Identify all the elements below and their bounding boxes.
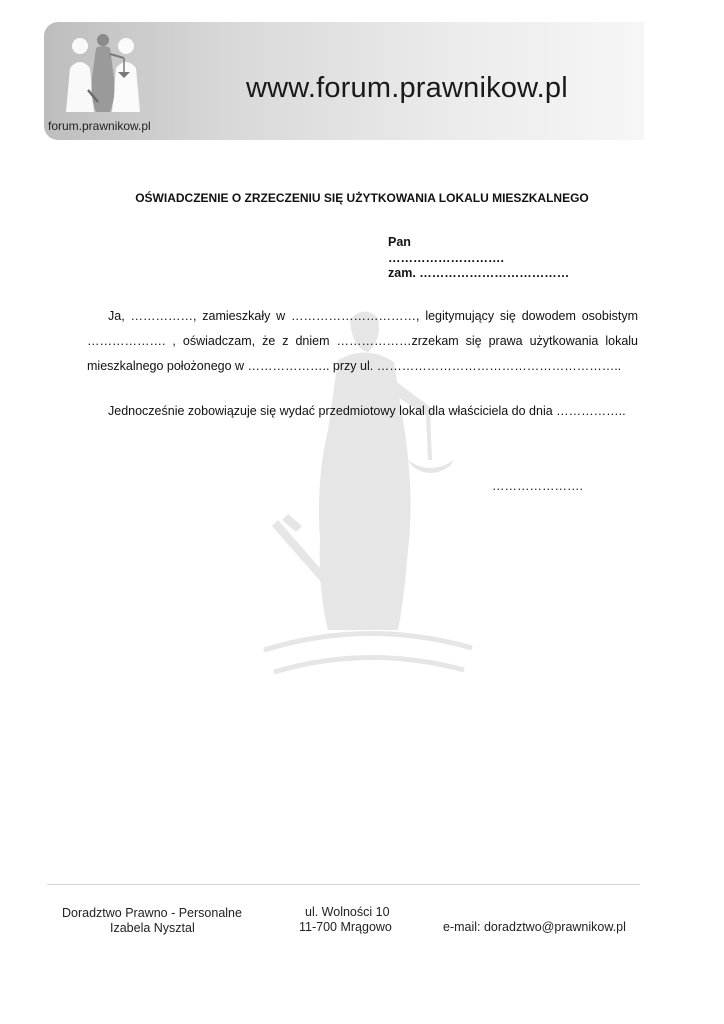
document-title: OŚWIADCZENIE O ZRZECZENIU SIĘ UŻYTKOWANIA LOKALU MIESZKALNEGO [135,191,589,205]
justice-logo-icon [58,28,148,114]
recipient-salutation: Pan [388,235,411,249]
footer-company-line2: Izabela Nysztal [110,921,195,935]
declaration-paragraph: Ja, ……………, zamieszkały w …………………………, legitymujący się dowodem osobistym ………………. , oświadczam, że z dniem ………………zrzekam się prawa użytkowania lokalu mieszkalnego położonego w ……………….. przy ul. ………………………………………………….. [87,309,638,373]
footer-email: e-mail: doradztwo@prawnikow.pl [443,920,626,934]
footer-company-line1: Doradztwo Prawno - Personalne [62,906,242,920]
logo-caption: forum.prawnikow.pl [48,119,151,133]
signature-placeholder: …………………. [492,479,583,493]
footer-address-line1: ul. Wolności 10 [305,905,390,919]
obligation-paragraph: Jednocześnie zobowiązuje się wydać przedmiotowy lokal dla właściciela do dnia …………….. [108,404,626,418]
recipient-name-placeholder: ………………………. [388,251,504,265]
site-url: www.forum.prawnikow.pl [246,72,568,104]
footer-address-line2: 11-700 Mrągowo [299,920,392,934]
footer-divider [47,884,640,885]
recipient-address-line: zam. ……………………………… [388,266,570,280]
